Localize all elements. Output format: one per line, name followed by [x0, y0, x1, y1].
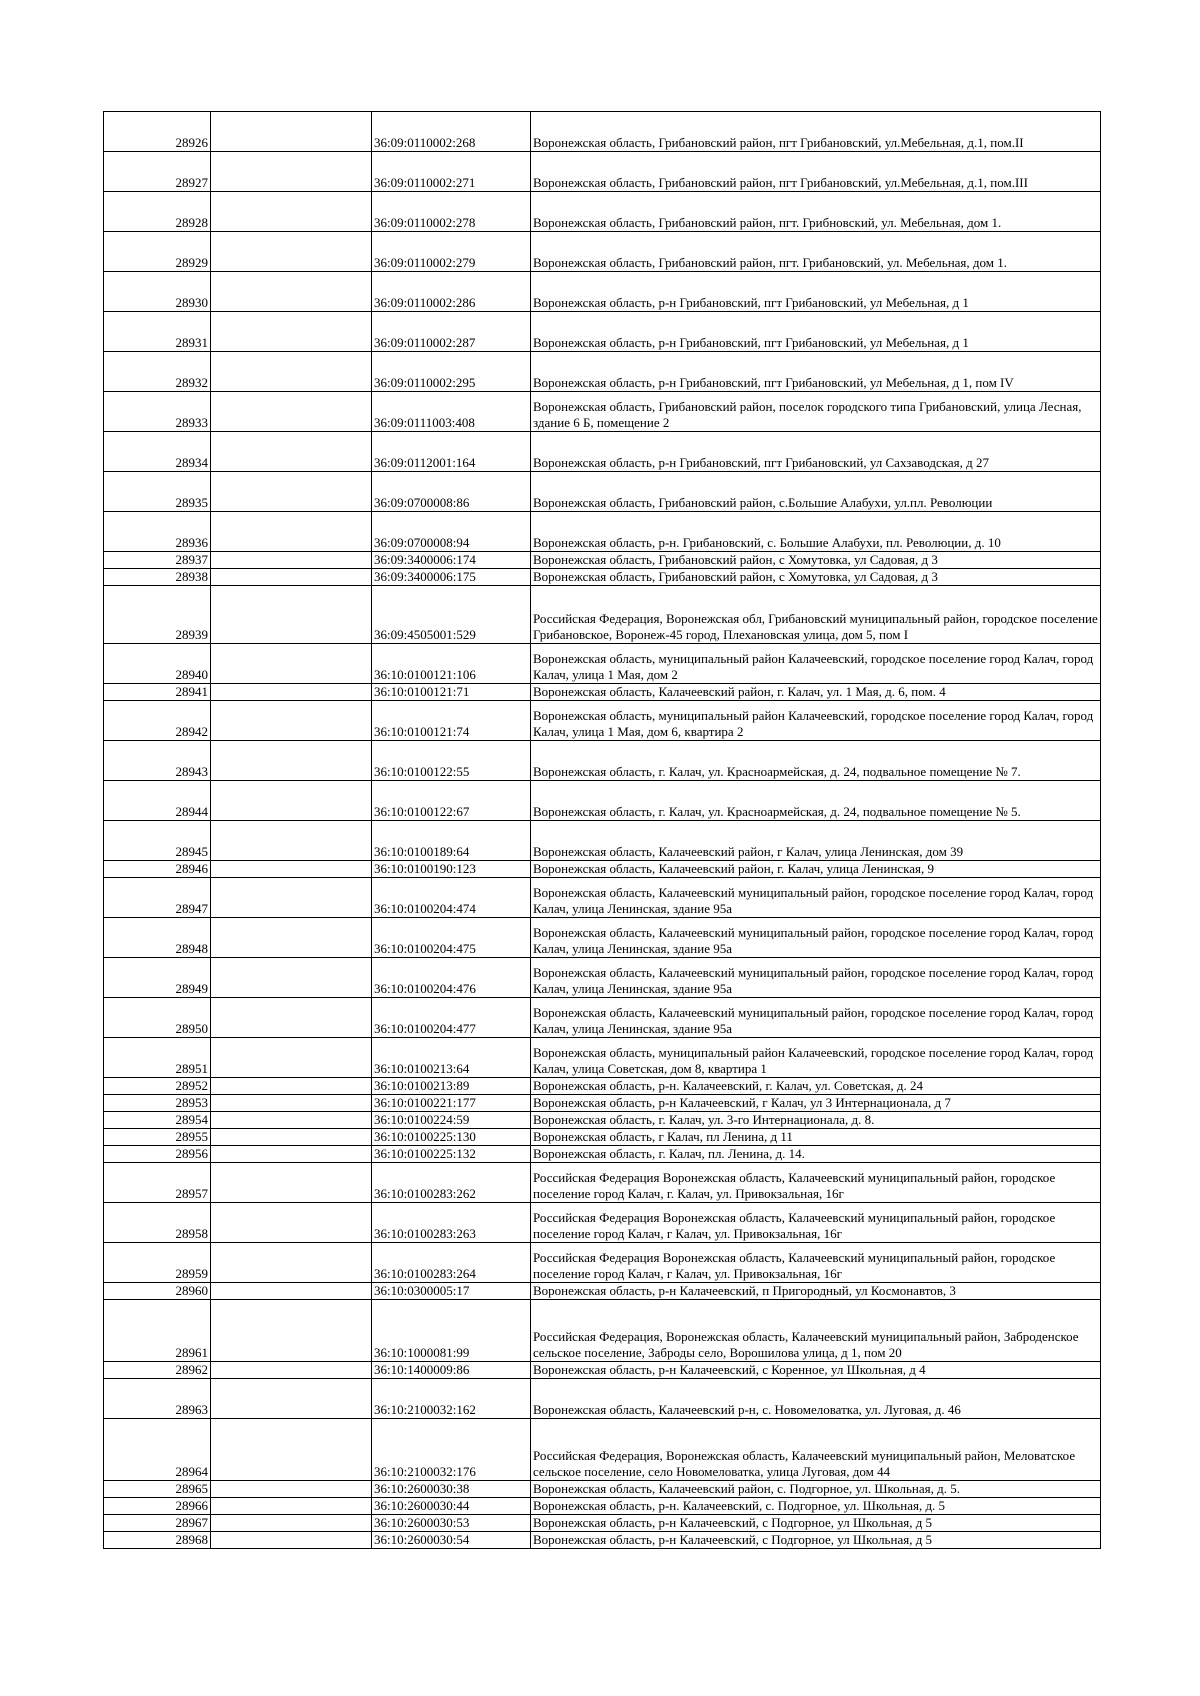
empty-cell	[211, 1481, 372, 1498]
table-row	[104, 512, 1101, 552]
table-row	[104, 958, 1101, 998]
address: Воронежская область, Грибановский район, с Хомутовка, ул Садовая, д 3	[531, 569, 1101, 586]
cadastral-number: 36:09:0110002:278	[372, 192, 531, 232]
address: Российская Федерация, Воронежская область, Калачеевский муниципальный район, Заброденское сельское поселение, Заброды село, Ворошилова улица, д 1, пом 20	[531, 1300, 1101, 1362]
cadastral-number: 36:09:3400006:174	[372, 552, 531, 569]
address: Воронежская область, г. Калач, ул. Красноармейская, д. 24, подвальное помещение № 7.	[531, 741, 1101, 781]
empty-cell	[211, 1283, 372, 1300]
table-row	[104, 1095, 1101, 1112]
empty-cell	[211, 878, 372, 918]
empty-cell	[211, 741, 372, 781]
address: Воронежская область, г. Калач, ул. 3-го Интернационала, д. 8.	[531, 1112, 1101, 1129]
address: Российская Федерация, Воронежская область, Калачеевский муниципальный район, Меловатское сельское поселение, село Новомеловатка, улица Луговая, дом 44	[531, 1419, 1101, 1481]
table-row	[104, 1129, 1101, 1146]
empty-cell	[211, 1243, 372, 1283]
table-row	[104, 1300, 1101, 1362]
row-number: 28942	[104, 701, 211, 741]
table-row	[104, 1146, 1101, 1163]
row-number: 28938	[104, 569, 211, 586]
table-row	[104, 781, 1101, 821]
registry-table	[103, 111, 1101, 1549]
table-row	[104, 569, 1101, 586]
empty-cell	[211, 432, 372, 472]
cadastral-number: 36:10:0100213:64	[372, 1038, 531, 1078]
address: Российская Федерация Воронежская область, Калачеевский муниципальный район, городское поселение город Калач, г Калач, ул. Привокзальная, 16г	[531, 1243, 1101, 1283]
address: Российская Федерация Воронежская область, Калачеевский муниципальный район, городское поселение город Калач, г Калач, ул. Привокзальная, 16г	[531, 1203, 1101, 1243]
address: Воронежская область, р-н Грибановский, пгт Грибановский, ул Мебельная, д 1	[531, 272, 1101, 312]
row-number: 28956	[104, 1146, 211, 1163]
address: Воронежская область, г Калач, пл Ленина, д 11	[531, 1129, 1101, 1146]
address: Воронежская область, р-н. Калачеевский, с. Подгорное, ул. Школьная, д. 5	[531, 1498, 1101, 1515]
empty-cell	[211, 1379, 372, 1419]
empty-cell	[211, 1532, 372, 1549]
row-number: 28947	[104, 878, 211, 918]
cadastral-number: 36:10:0100283:262	[372, 1163, 531, 1203]
address: Воронежская область, Калачеевский район, г. Калач, ул. 1 Мая, д. 6, пом. 4	[531, 684, 1101, 701]
cadastral-number: 36:09:0700008:86	[372, 472, 531, 512]
empty-cell	[211, 272, 372, 312]
row-number: 28954	[104, 1112, 211, 1129]
address: Воронежская область, р-н Грибановский, пгт Грибановский, ул Мебельная, д 1	[531, 312, 1101, 352]
cadastral-number: 36:10:2600030:54	[372, 1532, 531, 1549]
empty-cell	[211, 312, 372, 352]
table-row	[104, 1532, 1101, 1549]
table-row	[104, 998, 1101, 1038]
row-number: 28927	[104, 152, 211, 192]
address: Воронежская область, р-н Калачеевский, п Пригородный, ул Космонавтов, 3	[531, 1283, 1101, 1300]
empty-cell	[211, 1300, 372, 1362]
table-row	[104, 1283, 1101, 1300]
row-number: 28940	[104, 644, 211, 684]
address: Воронежская область, р-н. Грибановский, с. Большие Алабухи, пл. Революции, д. 10	[531, 512, 1101, 552]
table-row	[104, 1203, 1101, 1243]
cadastral-number: 36:10:0100204:476	[372, 958, 531, 998]
row-number: 28950	[104, 998, 211, 1038]
address: Воронежская область, р-н. Калачеевский, г. Калач, ул. Советская, д. 24	[531, 1078, 1101, 1095]
row-number: 28953	[104, 1095, 211, 1112]
cadastral-number: 36:09:0112001:164	[372, 432, 531, 472]
table-row	[104, 1362, 1101, 1379]
row-number: 28936	[104, 512, 211, 552]
cadastral-number: 36:10:0100225:130	[372, 1129, 531, 1146]
cadastral-number: 36:10:0100121:106	[372, 644, 531, 684]
cadastral-number: 36:09:0110002:295	[372, 352, 531, 392]
row-number: 28966	[104, 1498, 211, 1515]
address: Воронежская область, р-н Калачеевский, с Подгорное, ул Школьная, д 5	[531, 1532, 1101, 1549]
cadastral-number: 36:10:0100190:123	[372, 861, 531, 878]
empty-cell	[211, 1129, 372, 1146]
table-row	[104, 878, 1101, 918]
address: Воронежская область, р-н Калачеевский, с Коренное, ул Школьная, д 4	[531, 1362, 1101, 1379]
row-number: 28965	[104, 1481, 211, 1498]
cadastral-number: 36:09:0111003:408	[372, 392, 531, 432]
table-row	[104, 232, 1101, 272]
address: Воронежская область, Грибановский район, пгт. Грибновский, ул. Мебельная, дом 1.	[531, 192, 1101, 232]
empty-cell	[211, 998, 372, 1038]
row-number: 28930	[104, 272, 211, 312]
row-number: 28948	[104, 918, 211, 958]
address: Воронежская область, Калачеевский муниципальный район, городское поселение город Калач, город Калач, улица Ленинская, здание 95а	[531, 998, 1101, 1038]
row-number: 28961	[104, 1300, 211, 1362]
address: Воронежская область, Калачеевский муниципальный район, городское поселение город Калач, город Калач, улица Ленинская, здание 95а	[531, 958, 1101, 998]
row-number: 28926	[104, 112, 211, 152]
row-number: 28959	[104, 1243, 211, 1283]
cadastral-number: 36:10:0100122:67	[372, 781, 531, 821]
row-number: 28944	[104, 781, 211, 821]
table-row	[104, 586, 1101, 644]
cadastral-number: 36:10:0100204:474	[372, 878, 531, 918]
empty-cell	[211, 232, 372, 272]
address: Российская Федерация Воронежская область, Калачеевский муниципальный район, городское поселение город Калач, г. Калач, ул. Привокзальная, 16г	[531, 1163, 1101, 1203]
empty-cell	[211, 1112, 372, 1129]
cadastral-number: 36:09:0110002:279	[372, 232, 531, 272]
address: Воронежская область, Калачеевский р-н, с. Новомеловатка, ул. Луговая, д. 46	[531, 1379, 1101, 1419]
empty-cell	[211, 1515, 372, 1532]
empty-cell	[211, 644, 372, 684]
cadastral-number: 36:10:0100204:477	[372, 998, 531, 1038]
table-row	[104, 392, 1101, 432]
cadastral-number: 36:09:4505001:529	[372, 586, 531, 644]
row-number: 28946	[104, 861, 211, 878]
table-row	[104, 1038, 1101, 1078]
empty-cell	[211, 861, 372, 878]
empty-cell	[211, 1203, 372, 1243]
cadastral-number: 36:10:2100032:176	[372, 1419, 531, 1481]
table-row	[104, 1243, 1101, 1283]
row-number: 28941	[104, 684, 211, 701]
empty-cell	[211, 569, 372, 586]
empty-cell	[211, 1362, 372, 1379]
table-row	[104, 1498, 1101, 1515]
row-number: 28931	[104, 312, 211, 352]
address: Воронежская область, г. Калач, пл. Ленина, д. 14.	[531, 1146, 1101, 1163]
row-number: 28933	[104, 392, 211, 432]
empty-cell	[211, 1146, 372, 1163]
address: Воронежская область, Калачеевский район, г Калач, улица Ленинская, дом 39	[531, 821, 1101, 861]
address: Российская Федерация, Воронежская обл, Грибановский муниципальный район, городское поселение Грибановское, Воронеж-45 город, Плехановская улица, дом 5, пом I	[531, 586, 1101, 644]
empty-cell	[211, 352, 372, 392]
address: Воронежская область, Грибановский район, с.Большие Алабухи, ул.пл. Революции	[531, 472, 1101, 512]
table-row	[104, 1078, 1101, 1095]
address: Воронежская область, муниципальный район Калачеевский, городское поселение город Калач, город Калач, улица 1 Мая, дом 6, квартира 2	[531, 701, 1101, 741]
address: Воронежская область, Калачеевский муниципальный район, городское поселение город Калач, город Калач, улица Ленинская, здание 95а	[531, 878, 1101, 918]
table-row	[104, 432, 1101, 472]
table-row	[104, 1163, 1101, 1203]
empty-cell	[211, 958, 372, 998]
empty-cell	[211, 192, 372, 232]
empty-cell	[211, 1498, 372, 1515]
row-number: 28968	[104, 1532, 211, 1549]
table-row	[104, 918, 1101, 958]
table-row	[104, 1481, 1101, 1498]
row-number: 28952	[104, 1078, 211, 1095]
cadastral-number: 36:10:0100122:55	[372, 741, 531, 781]
empty-cell	[211, 918, 372, 958]
empty-cell	[211, 586, 372, 644]
table-row	[104, 1515, 1101, 1532]
address: Воронежская область, р-н Калачеевский, г Калач, ул 3 Интернационала, д 7	[531, 1095, 1101, 1112]
address: Воронежская область, муниципальный район Калачеевский, городское поселение город Калач, город Калач, улица Советская, дом 8, квартира 1	[531, 1038, 1101, 1078]
cadastral-number: 36:10:0100213:89	[372, 1078, 531, 1095]
cadastral-number: 36:10:0100121:74	[372, 701, 531, 741]
address: Воронежская область, Грибановский район, пгт. Грибановский, ул. Мебельная, дом 1.	[531, 232, 1101, 272]
cadastral-number: 36:09:0110002:271	[372, 152, 531, 192]
cadastral-number: 36:10:2600030:38	[372, 1481, 531, 1498]
document-page	[103, 111, 1100, 1549]
empty-cell	[211, 1038, 372, 1078]
cadastral-number: 36:10:2600030:53	[372, 1515, 531, 1532]
row-number: 28932	[104, 352, 211, 392]
row-number: 28945	[104, 821, 211, 861]
row-number: 28934	[104, 432, 211, 472]
empty-cell	[211, 112, 372, 152]
table-row	[104, 552, 1101, 569]
table-row	[104, 741, 1101, 781]
row-number: 28955	[104, 1129, 211, 1146]
row-number: 28928	[104, 192, 211, 232]
registry-table-body	[104, 112, 1101, 1549]
empty-cell	[211, 684, 372, 701]
row-number: 28963	[104, 1379, 211, 1419]
address: Воронежская область, р-н Грибановский, пгт Грибановский, ул Мебельная, д 1, пом IV	[531, 352, 1101, 392]
table-row	[104, 644, 1101, 684]
cadastral-number: 36:09:0110002:287	[372, 312, 531, 352]
table-row	[104, 701, 1101, 741]
address: Воронежская область, Калачеевский муниципальный район, городское поселение город Калач, город Калач, улица Ленинская, здание 95а	[531, 918, 1101, 958]
row-number: 28964	[104, 1419, 211, 1481]
empty-cell	[211, 1078, 372, 1095]
cadastral-number: 36:09:3400006:175	[372, 569, 531, 586]
cadastral-number: 36:10:0100189:64	[372, 821, 531, 861]
row-number: 28962	[104, 1362, 211, 1379]
address: Воронежская область, р-н Грибановский, пгт Грибановский, ул Сахзаводская, д 27	[531, 432, 1101, 472]
empty-cell	[211, 472, 372, 512]
row-number: 28949	[104, 958, 211, 998]
address: Воронежская область, Грибановский район, пгт Грибановский, ул.Мебельная, д.1, пом.III	[531, 152, 1101, 192]
empty-cell	[211, 701, 372, 741]
cadastral-number: 36:09:0700008:94	[372, 512, 531, 552]
table-row	[104, 1419, 1101, 1481]
table-row	[104, 312, 1101, 352]
cadastral-number: 36:09:0110002:268	[372, 112, 531, 152]
table-row	[104, 861, 1101, 878]
row-number: 28957	[104, 1163, 211, 1203]
row-number: 28960	[104, 1283, 211, 1300]
row-number: 28929	[104, 232, 211, 272]
cadastral-number: 36:10:0100283:264	[372, 1243, 531, 1283]
row-number: 28967	[104, 1515, 211, 1532]
empty-cell	[211, 152, 372, 192]
empty-cell	[211, 821, 372, 861]
table-row	[104, 821, 1101, 861]
address: Воронежская область, Грибановский район, с Хомутовка, ул Садовая, д 3	[531, 552, 1101, 569]
cadastral-number: 36:10:0100225:132	[372, 1146, 531, 1163]
address: Воронежская область, Калачеевский район, с. Подгорное, ул. Школьная, д. 5.	[531, 1481, 1101, 1498]
address: Воронежская область, муниципальный район Калачеевский, городское поселение город Калач, город Калач, улица 1 Мая, дом 2	[531, 644, 1101, 684]
address: Воронежская область, Калачеевский район, г. Калач, улица Ленинская, 9	[531, 861, 1101, 878]
address: Воронежская область, Грибановский район, пгт Грибановский, ул.Мебельная, д.1, пом.II	[531, 112, 1101, 152]
row-number: 28958	[104, 1203, 211, 1243]
cadastral-number: 36:10:2100032:162	[372, 1379, 531, 1419]
table-row	[104, 472, 1101, 512]
empty-cell	[211, 1163, 372, 1203]
row-number: 28937	[104, 552, 211, 569]
cadastral-number: 36:10:1400009:86	[372, 1362, 531, 1379]
cadastral-number: 36:10:0100221:177	[372, 1095, 531, 1112]
table-row	[104, 112, 1101, 152]
row-number: 28951	[104, 1038, 211, 1078]
empty-cell	[211, 512, 372, 552]
table-row	[104, 192, 1101, 232]
table-row	[104, 352, 1101, 392]
empty-cell	[211, 1095, 372, 1112]
table-row	[104, 152, 1101, 192]
cadastral-number: 36:10:0100121:71	[372, 684, 531, 701]
table-row	[104, 684, 1101, 701]
table-row	[104, 272, 1101, 312]
empty-cell	[211, 392, 372, 432]
cadastral-number: 36:09:0110002:286	[372, 272, 531, 312]
table-row	[104, 1112, 1101, 1129]
address: Воронежская область, р-н Калачеевский, с Подгорное, ул Школьная, д 5	[531, 1515, 1101, 1532]
cadastral-number: 36:10:0100224:59	[372, 1112, 531, 1129]
cadastral-number: 36:10:0300005:17	[372, 1283, 531, 1300]
empty-cell	[211, 552, 372, 569]
cadastral-number: 36:10:1000081:99	[372, 1300, 531, 1362]
address: Воронежская область, г. Калач, ул. Красноармейская, д. 24, подвальное помещение № 5.	[531, 781, 1101, 821]
cadastral-number: 36:10:0100204:475	[372, 918, 531, 958]
row-number: 28935	[104, 472, 211, 512]
row-number: 28939	[104, 586, 211, 644]
row-number: 28943	[104, 741, 211, 781]
table-row	[104, 1379, 1101, 1419]
empty-cell	[211, 781, 372, 821]
address: Воронежская область, Грибановский район, поселок городского типа Грибановский, улица Лесная, здание 6 Б, помещение 2	[531, 392, 1101, 432]
cadastral-number: 36:10:0100283:263	[372, 1203, 531, 1243]
empty-cell	[211, 1419, 372, 1481]
cadastral-number: 36:10:2600030:44	[372, 1498, 531, 1515]
